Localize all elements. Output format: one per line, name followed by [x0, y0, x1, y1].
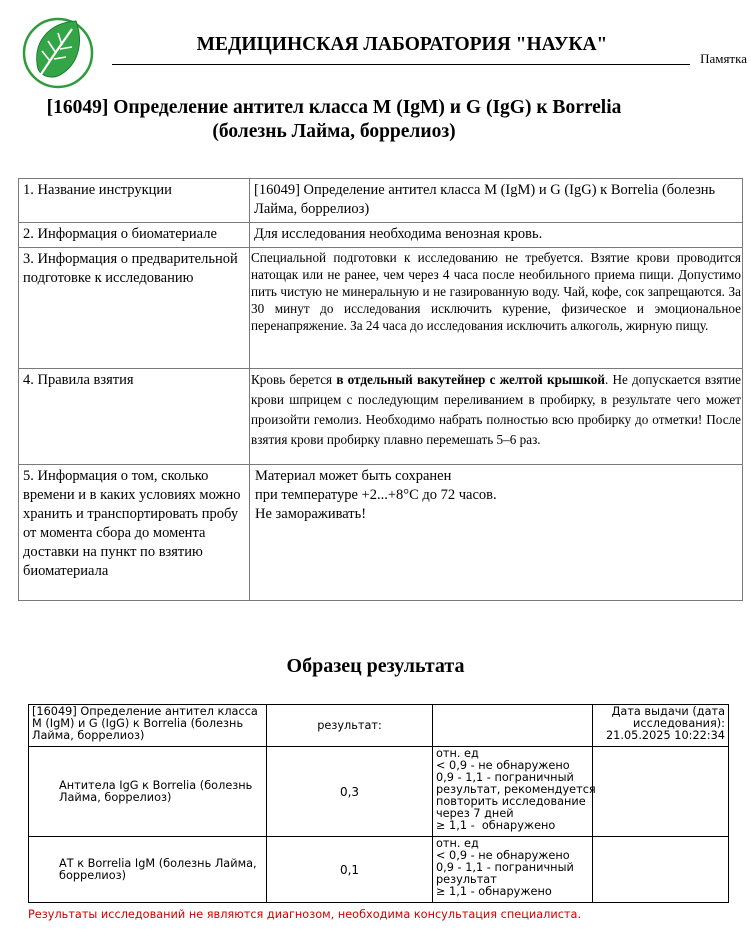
issue-date-value: 21.05.2025 10:22:34: [605, 729, 725, 742]
ref-line: 0,9 - 1,1 - пограничный: [436, 861, 574, 874]
analyte-name: АТ к Borrelia IgM (болезнь Лайма, боррелиоз): [29, 837, 267, 903]
sample-result-table: [28, 704, 729, 903]
row-value-text: Кровь берется: [251, 372, 337, 387]
ref-line: < 0,9 - не обнаружено: [436, 759, 570, 772]
row-label: 3. Информация о предварительной подготовке к исследованию: [19, 248, 250, 369]
row-value: [250, 369, 743, 465]
ref-line: < 0,9 - не обнаружено: [436, 849, 570, 862]
storage-line: Материал может быть сохранен: [255, 468, 452, 484]
analyte-name: Антитела IgG к Borrelia (болезнь Лайма, боррелиоз): [29, 747, 267, 837]
ref-line: ≥ 1,1 - обнаружено: [436, 819, 556, 832]
instruction-table: [18, 178, 743, 601]
empty-cell: [593, 747, 729, 837]
row-label: 1. Название инструкции: [19, 179, 250, 223]
lab-name: МЕДИЦИНСКАЯ ЛАБОРАТОРИЯ "НАУКА": [196, 34, 608, 55]
table-header-row: [29, 705, 729, 747]
table-row: [29, 837, 729, 903]
ref-line: ≥ 1,1 - обнаружено: [436, 885, 552, 898]
row-value: [250, 465, 743, 601]
storage-line: при температуре +2...+8°C до 72 часов.: [255, 487, 497, 503]
table-row: [19, 179, 743, 223]
storage-line: Не замораживать!: [255, 506, 367, 522]
memo-label: Памятка: [700, 51, 747, 66]
ref-line: результат: [436, 873, 497, 886]
ref-line: отн. ед: [436, 837, 479, 850]
row-label: 2. Информация о биоматериале: [19, 223, 250, 248]
ref-line: 0,9 - 1,1 - пограничный: [436, 771, 574, 784]
document-title: [14, 96, 654, 144]
ref-line: отн. ед: [436, 747, 479, 760]
empty-cell: [593, 837, 729, 903]
analyte-value: 0,1: [267, 837, 433, 903]
row-value-text: . Не допускается взятие крови шприцем с последующим переливанием в пробирку, в результате чего может произойти гемолиз. Необходимо набрать полностью всю пробирку до отметки! После взятия крови пробирку плавно перемешать 5–6 раз.: [251, 372, 741, 447]
row-value: Специальной подготовки к исследованию не требуется. Взятие крови проводится натощак или не ранее, чем через 4 часа после необильного приема пищи. Допустимо пить чистую не минеральную и не газированную воду. Чай, кофе, сок запрещаются. За 30 минут до исследования исключить курение, физическое и эмоциональное перенапряжение. За 24 часа до исследования исключить алкоголь, жирную пищу.: [250, 248, 743, 369]
ref-line: через 7 дней: [436, 807, 514, 820]
document-title-line-2: (болезнь Лайма, боррелиоз): [212, 121, 456, 142]
table-row: [19, 465, 743, 601]
table-row: [19, 223, 743, 248]
document-title-line-1: [16049] Определение антител класса M (IgM) и G (IgG) к Borrelia: [46, 97, 622, 118]
reference-range: [433, 837, 593, 903]
issue-date: [593, 705, 729, 747]
row-label: 4. Правила взятия: [19, 369, 250, 465]
header-divider: [112, 64, 690, 65]
table-row: [19, 369, 743, 465]
table-row: [19, 248, 743, 369]
empty-header-cell: [433, 705, 593, 747]
disclaimer: Результаты исследований не являются диагнозом, необходима консультация специалиста.: [28, 908, 582, 921]
reference-range: [433, 747, 596, 837]
row-label: 5. Информация о том, сколько времени и в каких условиях можно хранить и транспортировать пробу от момента сбора до момента доставки на пункт по взятию биоматериала: [19, 465, 250, 601]
row-value: [16049] Определение антител класса M (IgM) и G (IgG) к Borrelia (болезнь Лайма, боррелиоз): [250, 179, 743, 223]
ref-line: результат, рекомендуется: [436, 783, 596, 796]
sample-result-heading: Образец результата: [286, 655, 465, 677]
leaf-logo-icon: [18, 13, 100, 89]
issue-date-label: Дата выдачи (дата исследования):: [611, 705, 725, 730]
ref-line: повторить исследование: [436, 795, 586, 808]
result-column-header: результат:: [267, 705, 433, 747]
table-row: [29, 747, 729, 837]
row-value-bold: в отдельный вакутейнер с желтой крышкой: [336, 372, 605, 387]
analyte-value: 0,3: [267, 747, 433, 837]
row-value: Для исследования необходима венозная кровь.: [250, 223, 743, 248]
test-name: [16049] Определение антител класса M (IgM) и G (IgG) к Borrelia (болезнь Лайма, боррелиоз): [29, 705, 267, 747]
